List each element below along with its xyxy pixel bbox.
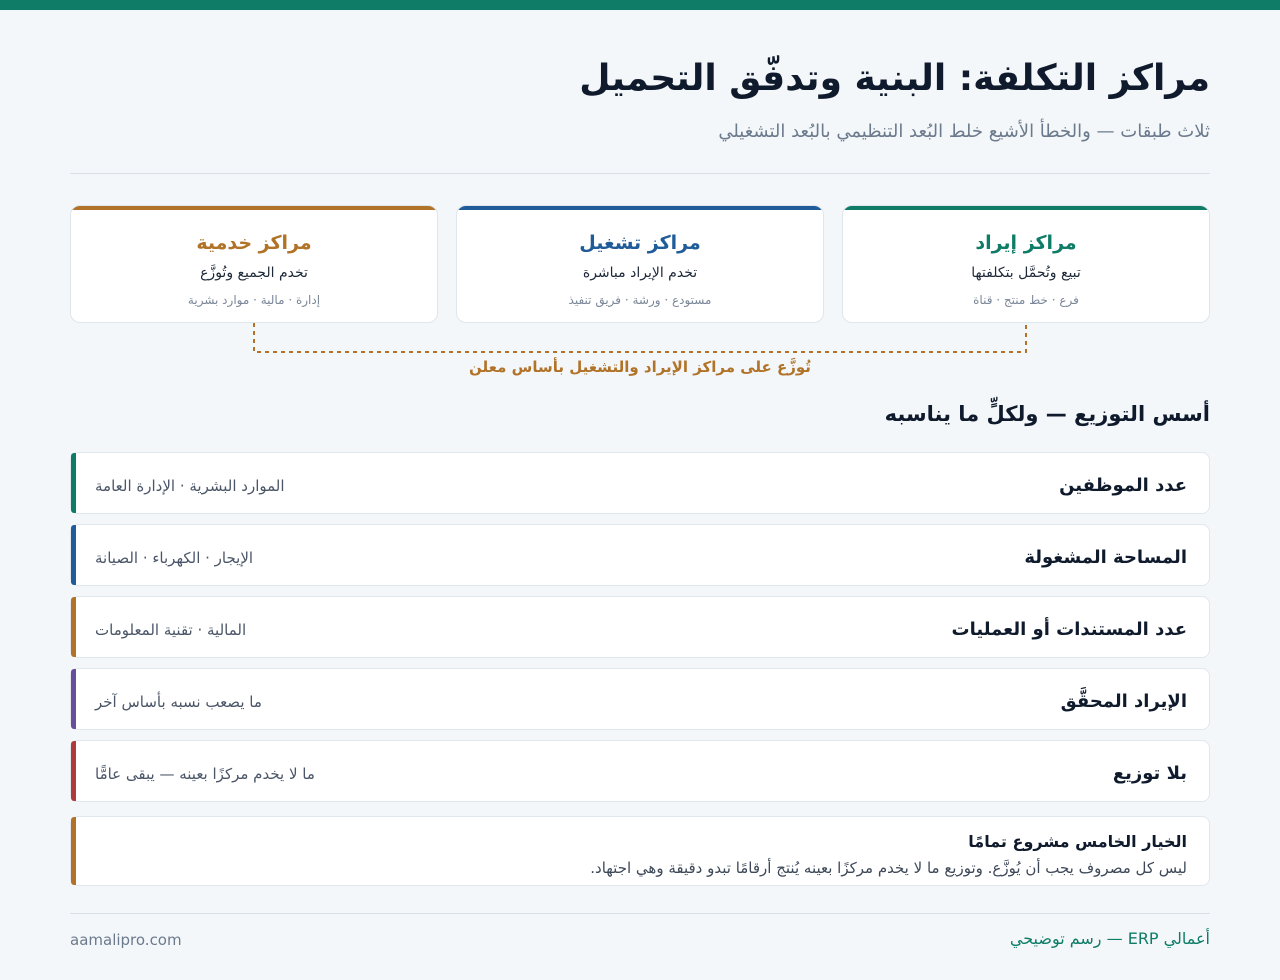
basis-label: عدد المستندات أو العمليات (951, 619, 1187, 640)
footer-brand: أعمالي ERP — رسم توضيحي (1009, 929, 1210, 948)
bases-section-title: أسس التوزيع — ولكلٍّ ما يناسبه (884, 402, 1210, 426)
row-accent-bar (71, 741, 76, 801)
tier-card-operating (456, 205, 824, 323)
tier-title: مراكز تشغيل (579, 232, 701, 254)
basis-label: بلا توزيع (1112, 763, 1187, 784)
note-accent-bar (71, 817, 76, 885)
basis-applies-to: المالية · تقنية المعلومات (95, 621, 247, 639)
basis-label: عدد الموظفين (1059, 475, 1187, 496)
row-accent-bar (71, 525, 76, 585)
tier-title: مراكز إيراد (975, 232, 1077, 254)
basis-applies-to: ما يصعب نسبه بأساس آخر (95, 693, 262, 711)
header-divider (70, 173, 1210, 174)
footer-divider (70, 913, 1210, 914)
top-accent-bar (0, 0, 1280, 10)
note-body: ليس كل مصروف يجب أن يُوزَّع. وتوزيع ما لا يخدم مركزًا بعينه يُنتج أرقامًا تبدو دقيقة وهي اجتهاد. (590, 859, 1187, 877)
tier-description: تخدم الجميع وتُوزَّع (200, 265, 308, 281)
allocation-flow-label: تُوزَّع على مراكز الإيراد والتشغيل بأساس معلن (469, 358, 811, 376)
basis-label: الإيراد المحقَّق (1060, 691, 1187, 712)
basis-label: المساحة المشغولة (1024, 547, 1187, 568)
tier-accent-bar (457, 206, 823, 210)
basis-applies-to: ما لا يخدم مركزًا بعينه — يبقى عامًّا (95, 765, 315, 783)
basis-applies-to: الإيجار · الكهرباء · الصيانة (95, 549, 254, 567)
row-accent-bar (71, 597, 76, 657)
tier-examples: مستودع · ورشة · فريق تنفيذ (568, 293, 712, 307)
note-title: الخيار الخامس مشروع تمامًا (968, 832, 1187, 851)
tier-description: تبيع وتُحمَّل بتكلفتها (971, 265, 1081, 281)
footer-site: aamalipro.com (70, 931, 182, 949)
allocation-flow-path (254, 323, 1026, 352)
tier-card-service (70, 205, 438, 323)
tier-card-revenue (842, 205, 1210, 323)
basis-row-documents (70, 596, 1210, 658)
note-callout (70, 816, 1210, 886)
tier-title: مراكز خدمية (196, 232, 312, 254)
tier-description: تخدم الإيراد مباشرة (582, 265, 698, 281)
row-accent-bar (71, 669, 76, 729)
tier-accent-bar (71, 206, 437, 210)
basis-row-no-allocation (70, 740, 1210, 802)
basis-row-employees (70, 452, 1210, 514)
basis-applies-to: الموارد البشرية · الإدارة العامة (95, 477, 285, 495)
tier-examples: إدارة · مالية · موارد بشرية (187, 293, 321, 307)
basis-row-revenue (70, 668, 1210, 730)
page-subtitle: ثلاث طبقات — والخطأ الأشيع خلط البُعد التنظيمي بالبُعد التشغيلي (718, 121, 1210, 142)
tier-accent-bar (843, 206, 1209, 210)
allocation-flow-connector (0, 320, 1280, 360)
tier-examples: فرع · خط منتج · قناة (973, 293, 1079, 307)
page-title: مراكز التكلفة: البنية وتدفّق التحميل (579, 58, 1210, 99)
row-accent-bar (71, 453, 76, 513)
basis-row-area (70, 524, 1210, 586)
